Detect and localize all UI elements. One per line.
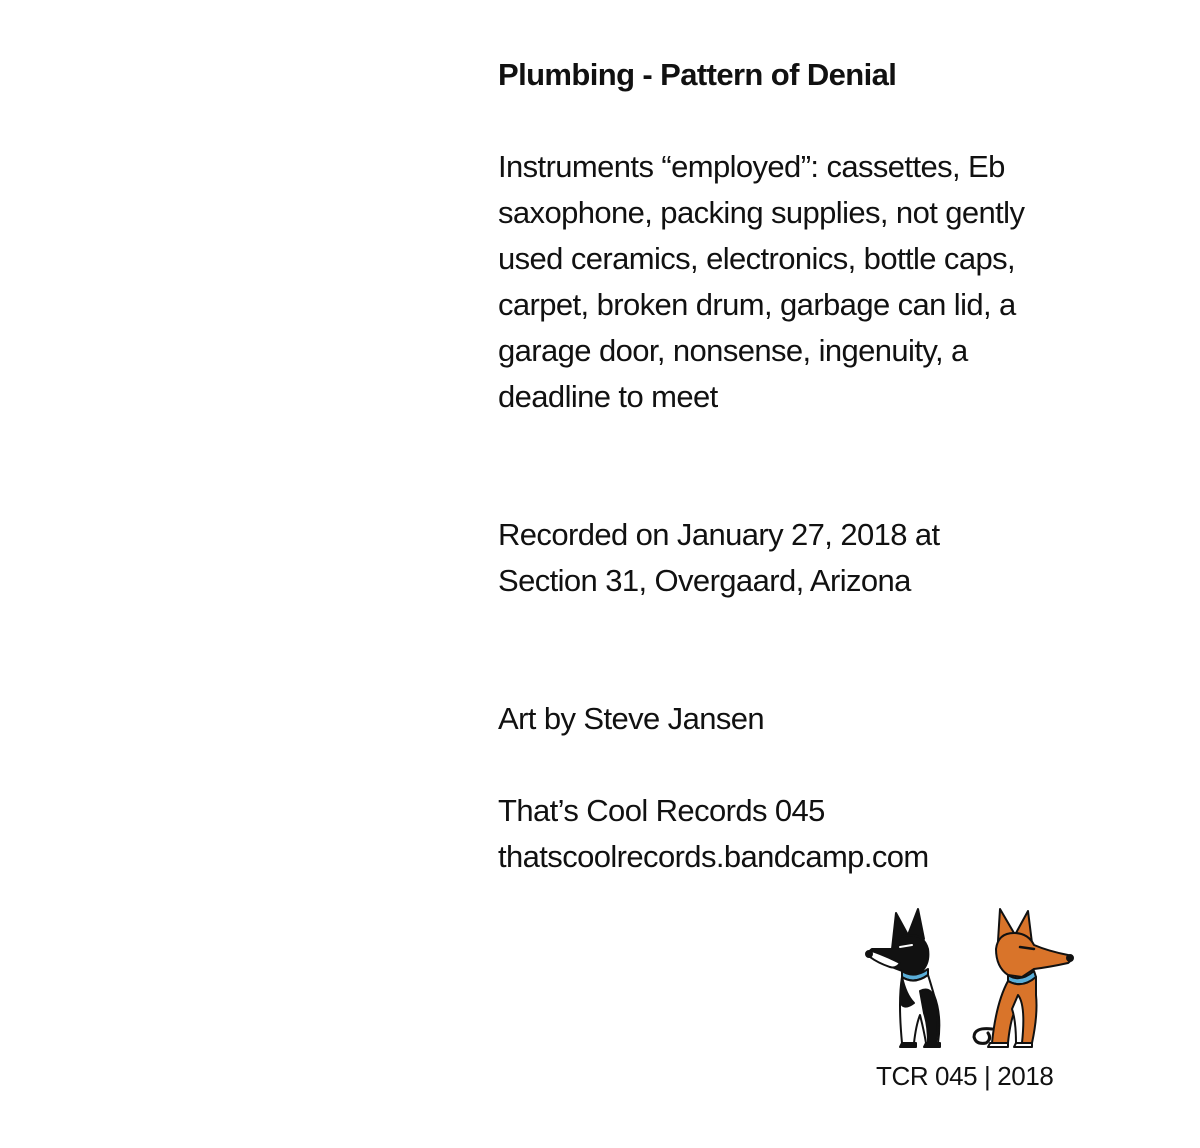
recorded-line: Section 31, Overgaard, Arizona	[498, 563, 911, 598]
album-title: Plumbing - Pattern of Denial	[498, 57, 897, 92]
label-name: That’s Cool Records 045	[498, 793, 825, 828]
instruments-line: Instruments “employed”: cassettes, Eb	[498, 149, 1005, 184]
orange-dog-icon	[974, 909, 1073, 1047]
instruments-line: deadline to meet	[498, 379, 718, 414]
instruments-line: used ceramics, electronics, bottle caps,	[498, 241, 1016, 276]
instruments-paragraph	[498, 144, 1128, 420]
label-block	[498, 788, 1178, 880]
liner-notes	[498, 52, 1178, 880]
instruments-line: garage door, nonsense, ingenuity, a	[498, 333, 968, 368]
instruments-line: carpet, broken drum, garbage can lid, a	[498, 287, 1016, 322]
label-url: thatscoolrecords.bandcamp.com	[498, 839, 929, 874]
instruments-line: saxophone, packing supplies, not gently	[498, 195, 1025, 230]
black-dog-icon	[866, 909, 940, 1047]
two-dogs-logo-icon	[862, 905, 1082, 1050]
recorded-paragraph	[498, 512, 1178, 604]
art-credit: Art by Steve Jansen	[498, 701, 765, 736]
catalog-number: TCR 045 | 2018	[876, 1061, 1054, 1091]
recorded-line: Recorded on January 27, 2018 at	[498, 517, 940, 552]
